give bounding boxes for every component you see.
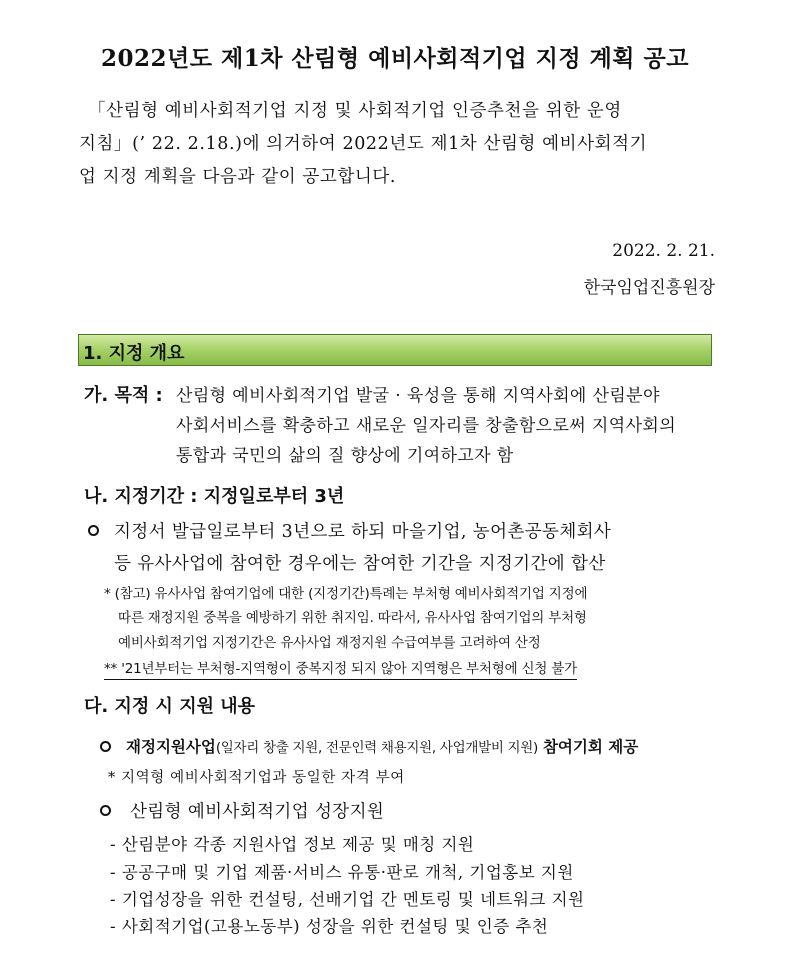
period-bullet-line-2: 등 유사사업에 참여한 경우에는 참여한 기간을 지정기간에 합산 (114, 554, 606, 574)
period-heading: 나. 지정기간 : 지정일로부터 3년 (84, 486, 345, 507)
circle-bullet-icon (88, 525, 99, 536)
period-note-1-line-1: * (참고) 유사사업 참여기업에 대한 (지정기간)특례는 부처형 예비사회적기업 지정에 (104, 586, 588, 602)
period-note-1-line-3: 예비사회적기업 지정기간은 유사사업 재정지원 수급여부를 고려하여 산정 (118, 635, 541, 651)
support-bullet-1-detail: (일자리 창출 지원, 전문인력 채용지원, 사업개발비 지원) (215, 740, 539, 756)
announcement-date: 2022. 2. 21. (612, 241, 715, 261)
page-title: 2022년도 제1차 산림형 예비사회적기업 지정 계획 공고 (101, 45, 689, 72)
purpose-line-2: 사회서비스를 확충하고 새로운 일자리를 창출함으로써 지역사회의 (176, 416, 677, 436)
support-item-3: - 기업성장을 위한 컨설팅, 선배기업 간 멘토링 및 네트워크 지원 (110, 890, 585, 909)
section-heading: 1. 지정 개요 (83, 343, 185, 364)
purpose-line-1: 산림형 예비사회적기업 발굴 · 육성을 통해 지역사회에 산림분야 (176, 386, 660, 406)
purpose-line-3: 통합과 국민의 삶의 질 향상에 기여하고자 함 (176, 446, 514, 466)
support-bullet-1 (126, 735, 638, 757)
circle-bullet-icon (100, 805, 111, 816)
support-item-4: - 사회적기업(고용노동부) 성장을 위한 컨설팅 및 인증 추천 (110, 917, 549, 936)
support-bullet-2: 산림형 예비사회적기업 성장지원 (130, 802, 385, 822)
issuer-name: 한국임업진흥원장 (583, 278, 715, 298)
intro-line-3: 업 지정 계획을 다음과 같이 공고합니다. (79, 167, 397, 187)
period-bullet-line-1: 지정서 발급일로부터 3년으로 하되 마을기업, 농어촌공동체회사 (114, 522, 612, 542)
intro-line-1: 「산림형 예비사회적기업 지정 및 사회적기업 인증추천을 위한 운영 (88, 101, 622, 121)
support-bullet-1-note: * 지역형 예비사회적기업과 동일한 자격 부여 (108, 770, 405, 786)
purpose-label: 가. 목적 : (84, 385, 163, 406)
period-note-2: ** '21년부터는 부처형-지역형이 중복지정 되지 않아 지역형은 부처형에 신청 불가 (104, 657, 577, 680)
section-heading-bar (78, 334, 712, 366)
support-item-2: - 공공구매 및 기업 제품·서비스 유통·판로 개척, 기업홍보 지원 (110, 863, 574, 882)
support-bullet-1-bold-b: 참여기회 제공 (542, 738, 639, 756)
support-heading: 다. 지정 시 지원 내용 (84, 696, 256, 717)
support-item-1: - 산림분야 각종 지원사업 정보 제공 및 매칭 지원 (110, 835, 475, 854)
intro-line-2: 지침」(’ 22. 2.18.)에 의거하여 2022년도 제1차 산림형 예비사회적기 (79, 134, 648, 154)
support-bullet-1-bold-a: 재정지원사업 (126, 738, 216, 756)
circle-bullet-icon (100, 741, 111, 752)
period-note-1-line-2: 따른 재정지원 중복을 예방하기 위한 취지임. 따라서, 유사사업 참여기업의 부처형 (118, 610, 587, 626)
